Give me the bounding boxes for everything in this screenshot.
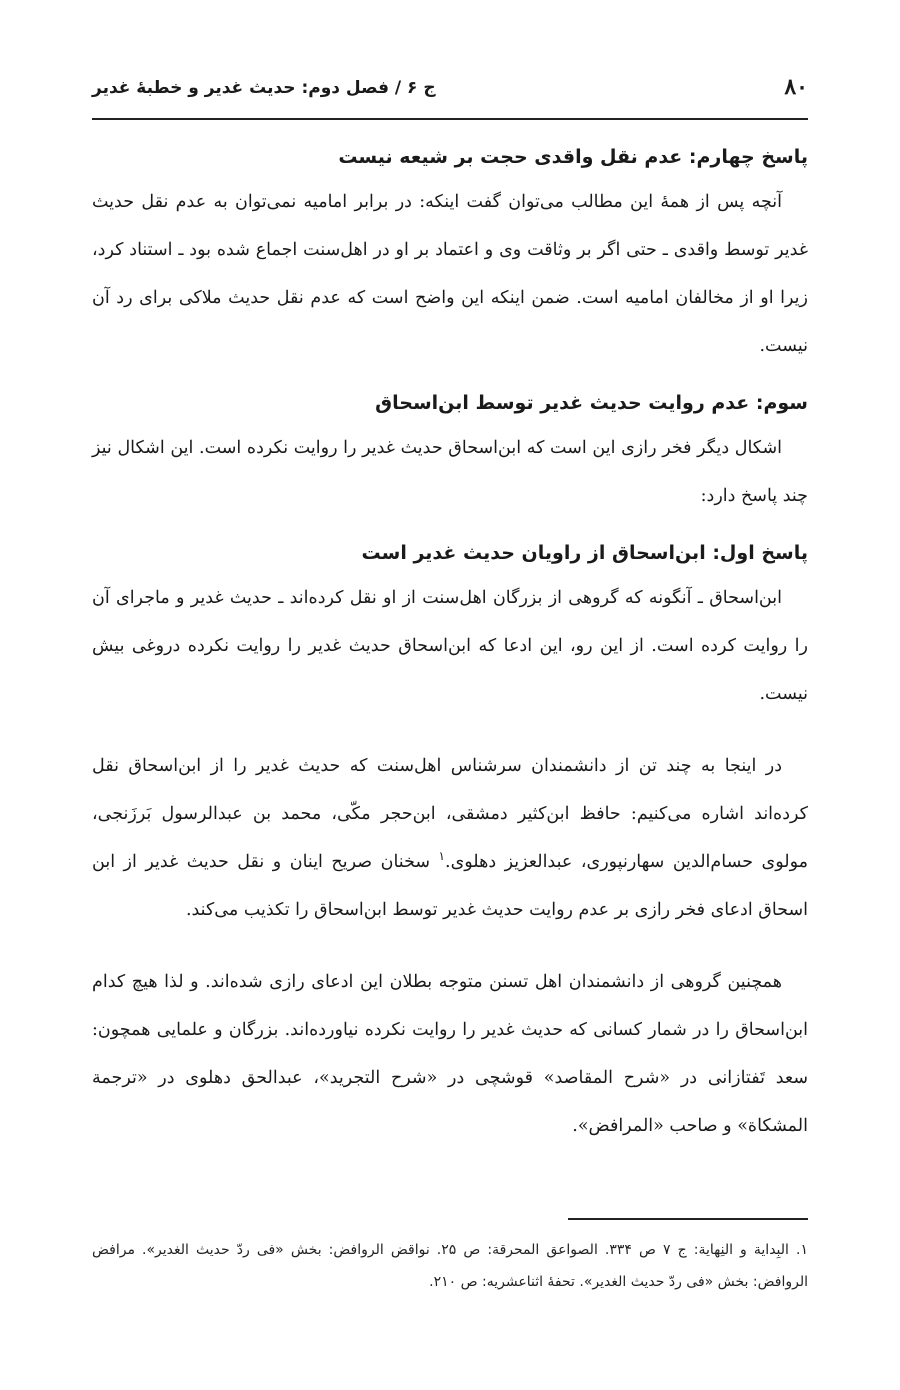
footnotes [92,1234,808,1298]
paragraph-razi-objection: اشکال دیگر فخر رازی این است که ابن‌اسحاق حدیث غدیر را روایت نکرده است. این اشکال نیز چند پاسخ دارد: [92,438,808,506]
paragraph-ibn-ishaq: ابن‌اسحاق ـ آنگونه که گروهی از بزرگان اهل‌سنت از او نقل کرده‌اند ـ حدیث غدیر و ماجرای آن را روایت کرده است. از این رو، این ادعا که ابن‌اسحاق حدیث غدیر را روایت نکرده دروغی بیش نیست. [92,588,808,704]
page-number: ۸۰ [784,74,808,100]
scholars-text-start: در اینجا به چند تن از دانشمندان سرشناس اهل‌سنت که حدیث غدیر را از ابن‌اسحاق نقل کرده‌اند اشاره می‌کنیم: حافظ ابن‌کثیر دمشقی، ابن‌حجر مکّی، محمد بن عبدالرسول بَرزَنجی، مولوی حسام‌الدین سهارنپوری، عبدالعزیز دهلوی. [92,756,809,872]
running-header [92,70,808,120]
section-heading-answer-four: پاسخ چهارم: عدم نقل واقدی حجت بر شیعه نیست [338,146,808,168]
section-heading-answer-one: پاسخ اول: ابن‌اسحاق از راویان حدیث غدیر است [361,542,808,564]
footnote-divider [568,1218,808,1220]
footnote-reference[interactable]: ۱ [438,849,445,864]
chapter-title: ج ۶ / فصل دوم: حدیث غدیر و خطبهٔ غدیر [92,78,436,98]
paragraph-scholars [92,742,808,934]
section-heading-third: سوم: عدم روایت حدیث غدیر توسط ابن‌اسحاق [375,392,808,414]
paragraph-waqidi: آنچه پس از همهٔ این مطالب می‌توان گفت اینکه: در برابر امامیه نمی‌توان به عدم نقل حدیث غدیر توسط واقدی ـ حتی اگر بر وثاقت وی و اعتماد بر او در اهل‌سنت اجماع شده بود ـ استناد کرد، زیرا او از مخالفان امامیه است. ضمن اینکه این واضح است که عدم نقل حدیث ملاکی برای رد آن نیست. [92,192,808,356]
scholars-text-end: سخنان صریح اینان و نقل حدیث غدیر از ابن اسحاق ادعای فخر رازی بر عدم روایت حدیث غدیر توسط ابن‌اسحاق را تکذیب می‌کند. [92,852,808,920]
footnote-item: ۱. البِدایة و النِهایة: ج ۷ ص ۳۳۴. الصواعق المحرقة: ص ۲۵. نواقض الروافض: بخش «فی ردّ حدیث الغدیر». مرافض الروافض: بخش «فی ردّ حدیث الغدیر». تحفهٔ اثناعشریه: ص ۲۱۰. [92,1242,808,1290]
paragraph-closing: همچنین گروهی از دانشمندان اهل تسنن متوجه بطلان این ادعای رازی شده‌اند. و لذا هیچ کدام ابن‌اسحاق را در شمار کسانی که حدیث غدیر را روایت نکرده نیاورده‌اند. بزرگان و علمایی همچون: سعد تَفتازانی در «شرح المقاصد» قوشچی در «شرح التجرید»، عبدالحق دهلوی در «ترجمة المشکاة» و صاحب «المرافض». [92,972,808,1136]
main-content [92,140,808,1166]
